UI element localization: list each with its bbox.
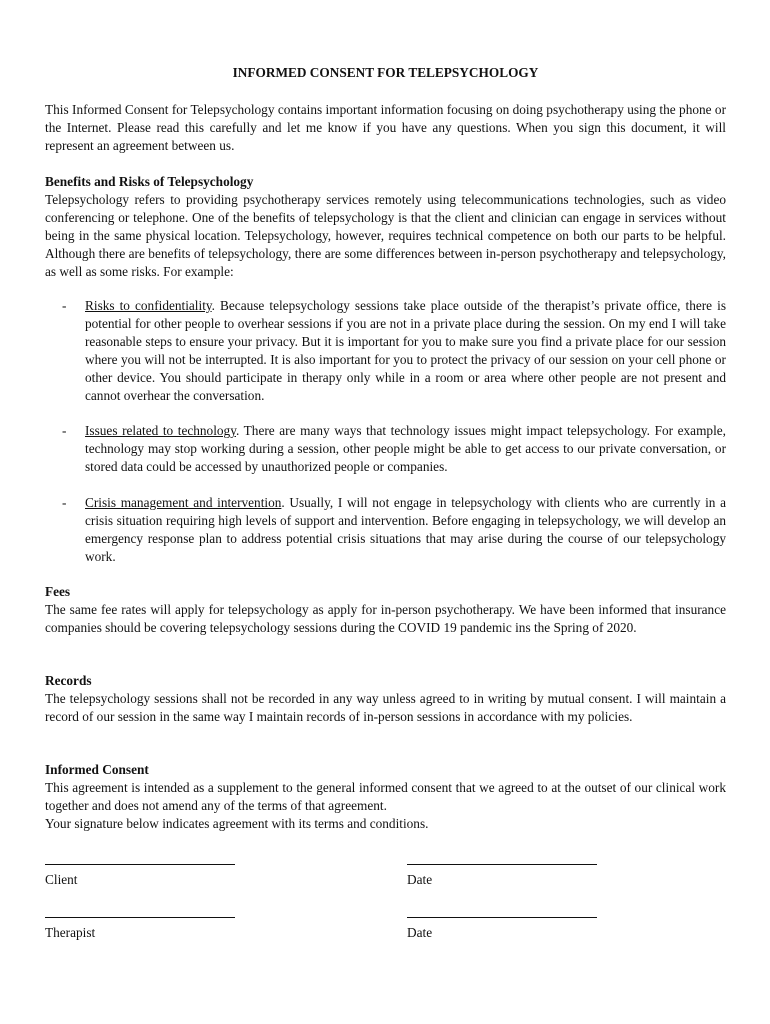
fees-text: The same fee rates will apply for telepsychology as apply for in-person psychotherapy. We have been informed that insurance companies should be covering telepsychology sessions during the COVID 19 pandemic ins the Spring of 2020. <box>45 602 726 635</box>
therapist-date-label: Date <box>407 925 433 940</box>
signature-instruction: Your signature below indicates agreement with its terms and conditions. <box>45 816 429 831</box>
informed-consent-text: This agreement is intended as a supplement to the general informed consent that we agreed to at the outset of our clinical work together and does not amend any of the terms of that agreement. <box>45 780 726 813</box>
informed-consent-heading: Informed Consent <box>45 762 149 777</box>
bullet-text: . Usually, I will not engage in telepsychology with clients who are currently in a crisis situation requiring high levels of support and intervention. Before engaging in telepsychology, we will develop an emergency response plan to address potential crisis situations that may arise during the course of our telepsychology work. <box>85 495 727 564</box>
document-title: INFORMED CONSENT FOR TELEPSYCHOLOGY <box>232 65 539 80</box>
bullet-text: . Because telepsychology sessions take place outside of the therapist’s private office, there is potential for other people to overhear sessions if you are not in a private place during the session. On my end I will take reasonable steps to ensure your privacy. But it is important for you to make sure you find a private place for our session where you will not be interrupted. It is also important for you to protect the privacy of our session on your cell phone or other device. You should participate in therapy only while in a room or area where other people are not present and cannot overhear the conversation. <box>85 298 726 403</box>
records-section <box>45 672 726 726</box>
bullet-crisis <box>45 494 726 566</box>
bullet-title: Issues related to technology <box>85 423 236 438</box>
client-date-field[interactable] <box>407 864 597 888</box>
client-label: Client <box>45 872 78 887</box>
signature-line <box>45 864 235 865</box>
bullet-text: . There are many ways that technology issues might impact telepsychology. For example, technology may stop working during a session, other people might be able to get access to our private conversation, or stored data could be accessed by unauthorized people or companies. <box>85 423 726 474</box>
benefits-heading: Benefits and Risks of Telepsychology <box>45 174 254 189</box>
bullet-title: Crisis management and intervention <box>85 495 282 510</box>
therapist-date-field[interactable] <box>407 917 597 941</box>
bullet-technology <box>45 422 726 476</box>
client-date-label: Date <box>407 872 433 887</box>
signature-line <box>45 917 235 918</box>
bullet-dash: - <box>62 423 67 438</box>
benefits-text: Telepsychology refers to providing psychotherapy services remotely using telecommunications technologies, such as video conferencing or telephone. One of the benefits of telepsychology is that the client and clinician can engage in services without being in the same physical location. Telepsychology, however, requires technical competence on both our parts to be helpful. Although there are benefits of telepsychology, there are some differences between in-person psychotherapy and telepsychology, as well as some risks. For example: <box>45 192 726 279</box>
therapist-signature-field[interactable] <box>45 917 235 941</box>
therapist-label: Therapist <box>45 925 96 940</box>
signature-line <box>407 917 597 918</box>
client-signature-field[interactable] <box>45 864 235 888</box>
records-text: The telepsychology sessions shall not be recorded in any way unless agreed to in writing by mutual consent. I will maintain a record of our session in the same way I maintain records of in-person sessions in accordance with my policies. <box>45 691 726 724</box>
intro-paragraph: This Informed Consent for Telepsychology contains important information focusing on doing psychotherapy using the phone or the Internet. Please read this carefully and let me know if you have any questions. When you sign this document, it will represent an agreement between us. <box>45 102 726 153</box>
informed-consent-section <box>45 761 726 833</box>
bullet-dash: - <box>62 495 67 510</box>
bullet-confidentiality <box>45 297 726 405</box>
fees-heading: Fees <box>45 584 71 599</box>
signature-line <box>407 864 597 865</box>
fees-section <box>45 583 726 637</box>
benefits-section <box>45 173 726 281</box>
bullet-title: Risks to confidentiality <box>85 298 212 313</box>
records-heading: Records <box>45 673 92 688</box>
bullet-dash: - <box>62 298 67 313</box>
